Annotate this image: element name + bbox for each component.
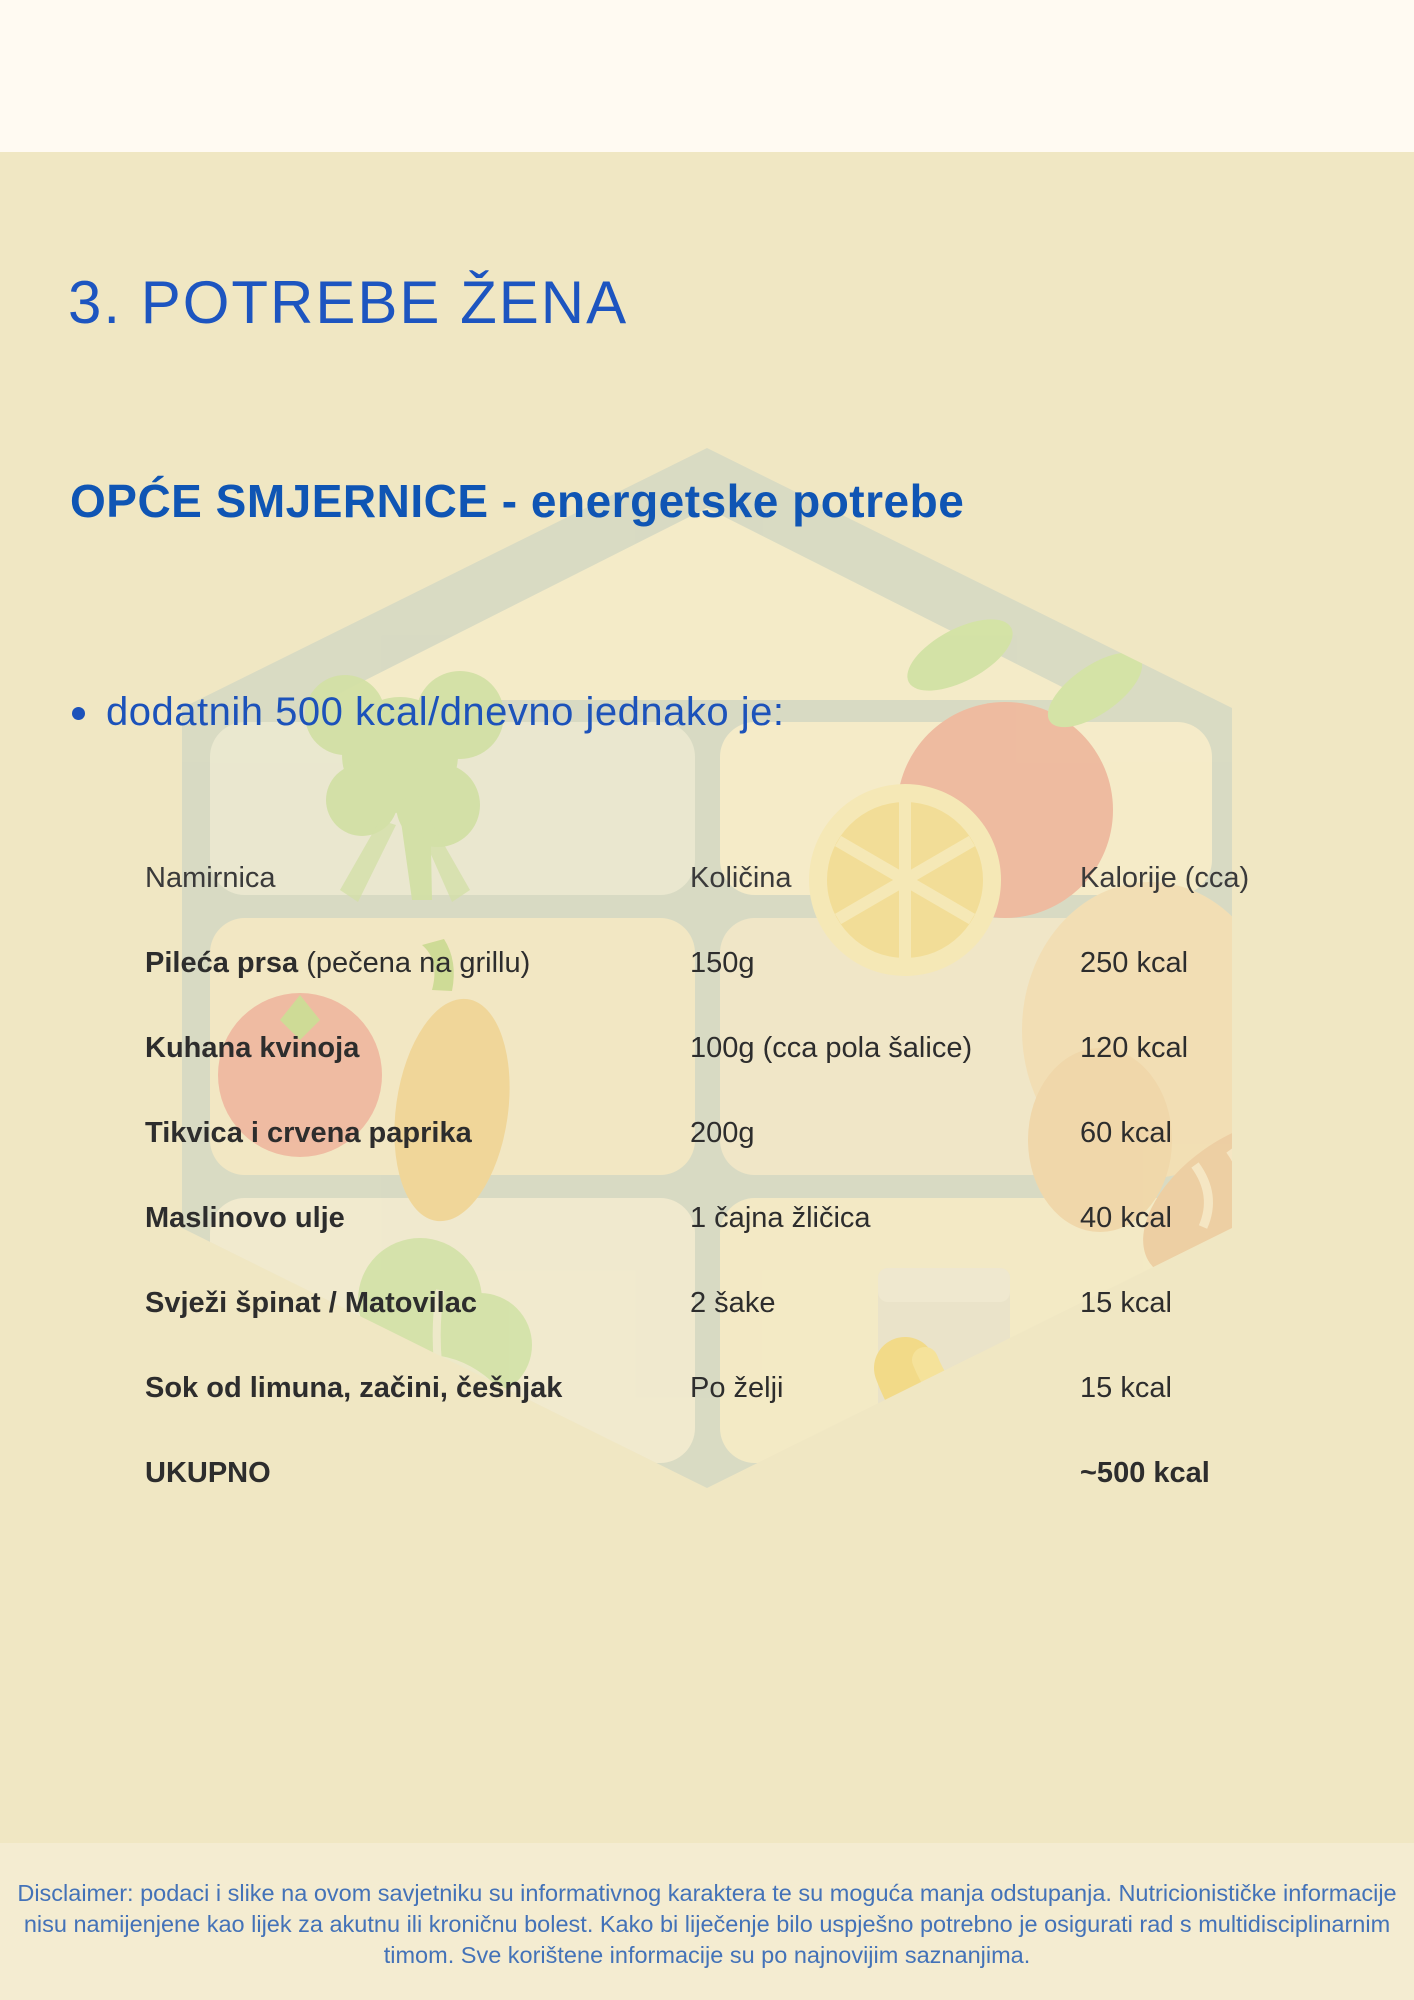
disclaimer-line: timom. Sve korištene informacije su po najnovijim saznanjima. xyxy=(383,1942,1031,1968)
page-title: 3. POTREBE ŽENA xyxy=(68,269,629,336)
table-row xyxy=(145,1200,1325,1285)
column-header-kalorije: Kalorije (cca) xyxy=(1080,862,1250,894)
table-row-total xyxy=(145,1455,1325,1540)
food-qty: 2 šake xyxy=(690,1287,776,1319)
food-name: Pileća prsa (pečena na grillu) xyxy=(145,947,531,979)
disclaimer xyxy=(0,1878,1414,1971)
food-name: Sok od limuna, začini, češnjak xyxy=(145,1372,563,1404)
food-name: Kuhana kvinoja xyxy=(145,1032,360,1064)
table-row xyxy=(145,1285,1325,1370)
food-name: Svježi špinat / Matovilac xyxy=(145,1287,477,1319)
food-kcal: 15 kcal xyxy=(1080,1372,1172,1404)
food-kcal: 120 kcal xyxy=(1080,1032,1189,1064)
section-subtitle: OPĆE SMJERNICE - energetske potrebe xyxy=(70,475,965,527)
food-kcal: 60 kcal xyxy=(1080,1117,1172,1149)
table-row xyxy=(145,1030,1325,1115)
food-kcal: 15 kcal xyxy=(1080,1287,1172,1319)
food-kcal: 250 kcal xyxy=(1080,947,1189,979)
table-row xyxy=(145,945,1325,1030)
food-table xyxy=(145,852,1325,1540)
table-row xyxy=(145,1370,1325,1455)
disclaimer-line: Disclaimer: podaci i slike na ovom savjetniku su informativnog karaktera te su moguća manja odstupanja. Nutricionističke informacije xyxy=(17,1880,1397,1906)
bullet-text: dodatnih 500 kcal/dnevno jednako je: xyxy=(106,690,785,734)
food-qty: 200g xyxy=(690,1117,755,1149)
bullet-item xyxy=(72,690,785,735)
bullet-icon xyxy=(72,707,85,720)
column-header-namirnica: Namirnica xyxy=(145,862,276,894)
food-qty: 150g xyxy=(690,947,755,979)
food-kcal-total: ~500 kcal xyxy=(1080,1457,1210,1489)
column-header-kolicina: Količina xyxy=(690,862,792,894)
disclaimer-line: nisu namijenjene kao lijek za akutnu ili kroničnu bolest. Kako bi liječenje bilo uspješno potrebno je osigurati rad s multidisciplinarnim xyxy=(23,1911,1391,1937)
food-kcal: 40 kcal xyxy=(1080,1202,1172,1234)
food-name: UKUPNO xyxy=(145,1457,271,1489)
food-qty: 100g (cca pola šalice) xyxy=(690,1032,973,1064)
table-header-row xyxy=(145,860,1325,945)
food-name: Maslinovo ulje xyxy=(145,1202,345,1234)
food-qty: 1 čajna žličica xyxy=(690,1202,871,1234)
food-name: Tikvica i crvena paprika xyxy=(145,1117,472,1149)
table-row xyxy=(145,1115,1325,1200)
food-qty: Po želji xyxy=(690,1372,784,1404)
